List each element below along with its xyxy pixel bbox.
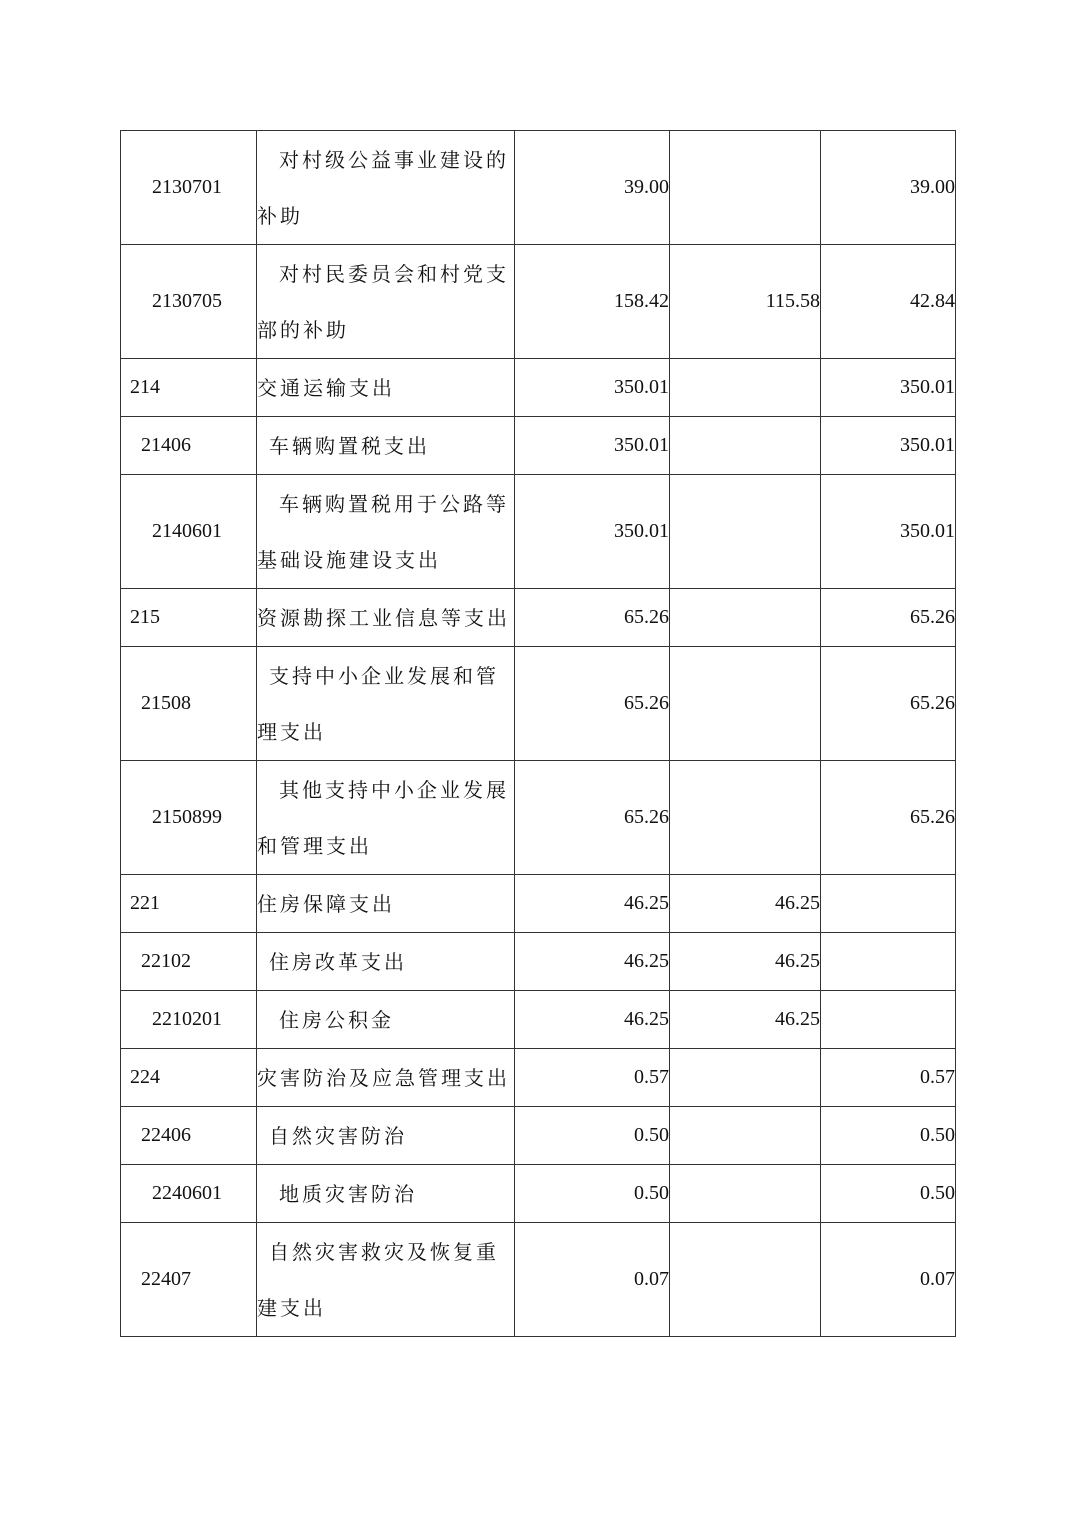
project-expenditure: 65.26: [821, 761, 956, 875]
total-amount: 350.01: [515, 475, 670, 589]
subject-name: 住房保障支出: [257, 875, 515, 933]
table-row: [121, 359, 956, 417]
total-amount: 0.50: [515, 1165, 670, 1223]
subject-name: 自然灾害防治: [257, 1107, 515, 1165]
table-row: [121, 1107, 956, 1165]
total-amount: 0.50: [515, 1107, 670, 1165]
basic-expenditure: 46.25: [670, 933, 821, 991]
subject-name: 交通运输支出: [257, 359, 515, 417]
basic-expenditure: [670, 131, 821, 245]
project-expenditure: 65.26: [821, 647, 956, 761]
table-row: [121, 245, 956, 359]
table-row: [121, 875, 956, 933]
project-expenditure: 350.01: [821, 475, 956, 589]
table-row: [121, 131, 956, 245]
basic-expenditure: [670, 1223, 821, 1337]
subject-code: 2130701: [121, 131, 257, 245]
total-amount: 46.25: [515, 933, 670, 991]
basic-expenditure: [670, 359, 821, 417]
basic-expenditure: [670, 761, 821, 875]
total-amount: 46.25: [515, 875, 670, 933]
project-expenditure: [821, 933, 956, 991]
subject-code: 2240601: [121, 1165, 257, 1223]
basic-expenditure: [670, 589, 821, 647]
total-amount: 158.42: [515, 245, 670, 359]
subject-name: 资源勘探工业信息等支出: [257, 589, 515, 647]
project-expenditure: 350.01: [821, 359, 956, 417]
project-expenditure: 350.01: [821, 417, 956, 475]
basic-expenditure: [670, 475, 821, 589]
table-row: [121, 647, 956, 761]
total-amount: 0.57: [515, 1049, 670, 1107]
basic-expenditure: 115.58: [670, 245, 821, 359]
basic-expenditure: [670, 1107, 821, 1165]
basic-expenditure: [670, 417, 821, 475]
subject-code: 21508: [121, 647, 257, 761]
project-expenditure: 0.57: [821, 1049, 956, 1107]
basic-expenditure: 46.25: [670, 991, 821, 1049]
subject-code: 214: [121, 359, 257, 417]
subject-name: 住房改革支出: [257, 933, 515, 991]
subject-code: 221: [121, 875, 257, 933]
subject-code: 224: [121, 1049, 257, 1107]
total-amount: 65.26: [515, 647, 670, 761]
basic-expenditure: [670, 1165, 821, 1223]
total-amount: 65.26: [515, 589, 670, 647]
subject-name: 对村民委员会和村党支部的补助: [257, 245, 515, 359]
subject-name: 自然灾害救灾及恢复重建支出: [257, 1223, 515, 1337]
subject-name: 其他支持中小企业发展和管理支出: [257, 761, 515, 875]
subject-name: 车辆购置税支出: [257, 417, 515, 475]
table-row: [121, 933, 956, 991]
total-amount: 350.01: [515, 417, 670, 475]
subject-name: 车辆购置税用于公路等基础设施建设支出: [257, 475, 515, 589]
table-row: [121, 1223, 956, 1337]
subject-code: 22407: [121, 1223, 257, 1337]
subject-name: 对村级公益事业建设的补助: [257, 131, 515, 245]
total-amount: 39.00: [515, 131, 670, 245]
total-amount: 0.07: [515, 1223, 670, 1337]
table-row: [121, 761, 956, 875]
subject-code: 2210201: [121, 991, 257, 1049]
subject-name: 支持中小企业发展和管理支出: [257, 647, 515, 761]
basic-expenditure: [670, 647, 821, 761]
subject-code: 2150899: [121, 761, 257, 875]
table-row: [121, 475, 956, 589]
total-amount: 350.01: [515, 359, 670, 417]
project-expenditure: 39.00: [821, 131, 956, 245]
subject-name: 地质灾害防治: [257, 1165, 515, 1223]
table-row: [121, 991, 956, 1049]
basic-expenditure: [670, 1049, 821, 1107]
subject-name: 住房公积金: [257, 991, 515, 1049]
table-row: [121, 1049, 956, 1107]
project-expenditure: 0.50: [821, 1165, 956, 1223]
subject-code: 215: [121, 589, 257, 647]
subject-name: 灾害防治及应急管理支出: [257, 1049, 515, 1107]
project-expenditure: 0.07: [821, 1223, 956, 1337]
total-amount: 46.25: [515, 991, 670, 1049]
subject-code: 21406: [121, 417, 257, 475]
project-expenditure: 65.26: [821, 589, 956, 647]
subject-code: 22102: [121, 933, 257, 991]
project-expenditure: 42.84: [821, 245, 956, 359]
total-amount: 65.26: [515, 761, 670, 875]
subject-code: 2130705: [121, 245, 257, 359]
subject-code: 22406: [121, 1107, 257, 1165]
basic-expenditure: 46.25: [670, 875, 821, 933]
table-row: [121, 589, 956, 647]
budget-table: [120, 130, 956, 1337]
table-row: [121, 417, 956, 475]
project-expenditure: 0.50: [821, 1107, 956, 1165]
project-expenditure: [821, 991, 956, 1049]
table-row: [121, 1165, 956, 1223]
subject-code: 2140601: [121, 475, 257, 589]
project-expenditure: [821, 875, 956, 933]
